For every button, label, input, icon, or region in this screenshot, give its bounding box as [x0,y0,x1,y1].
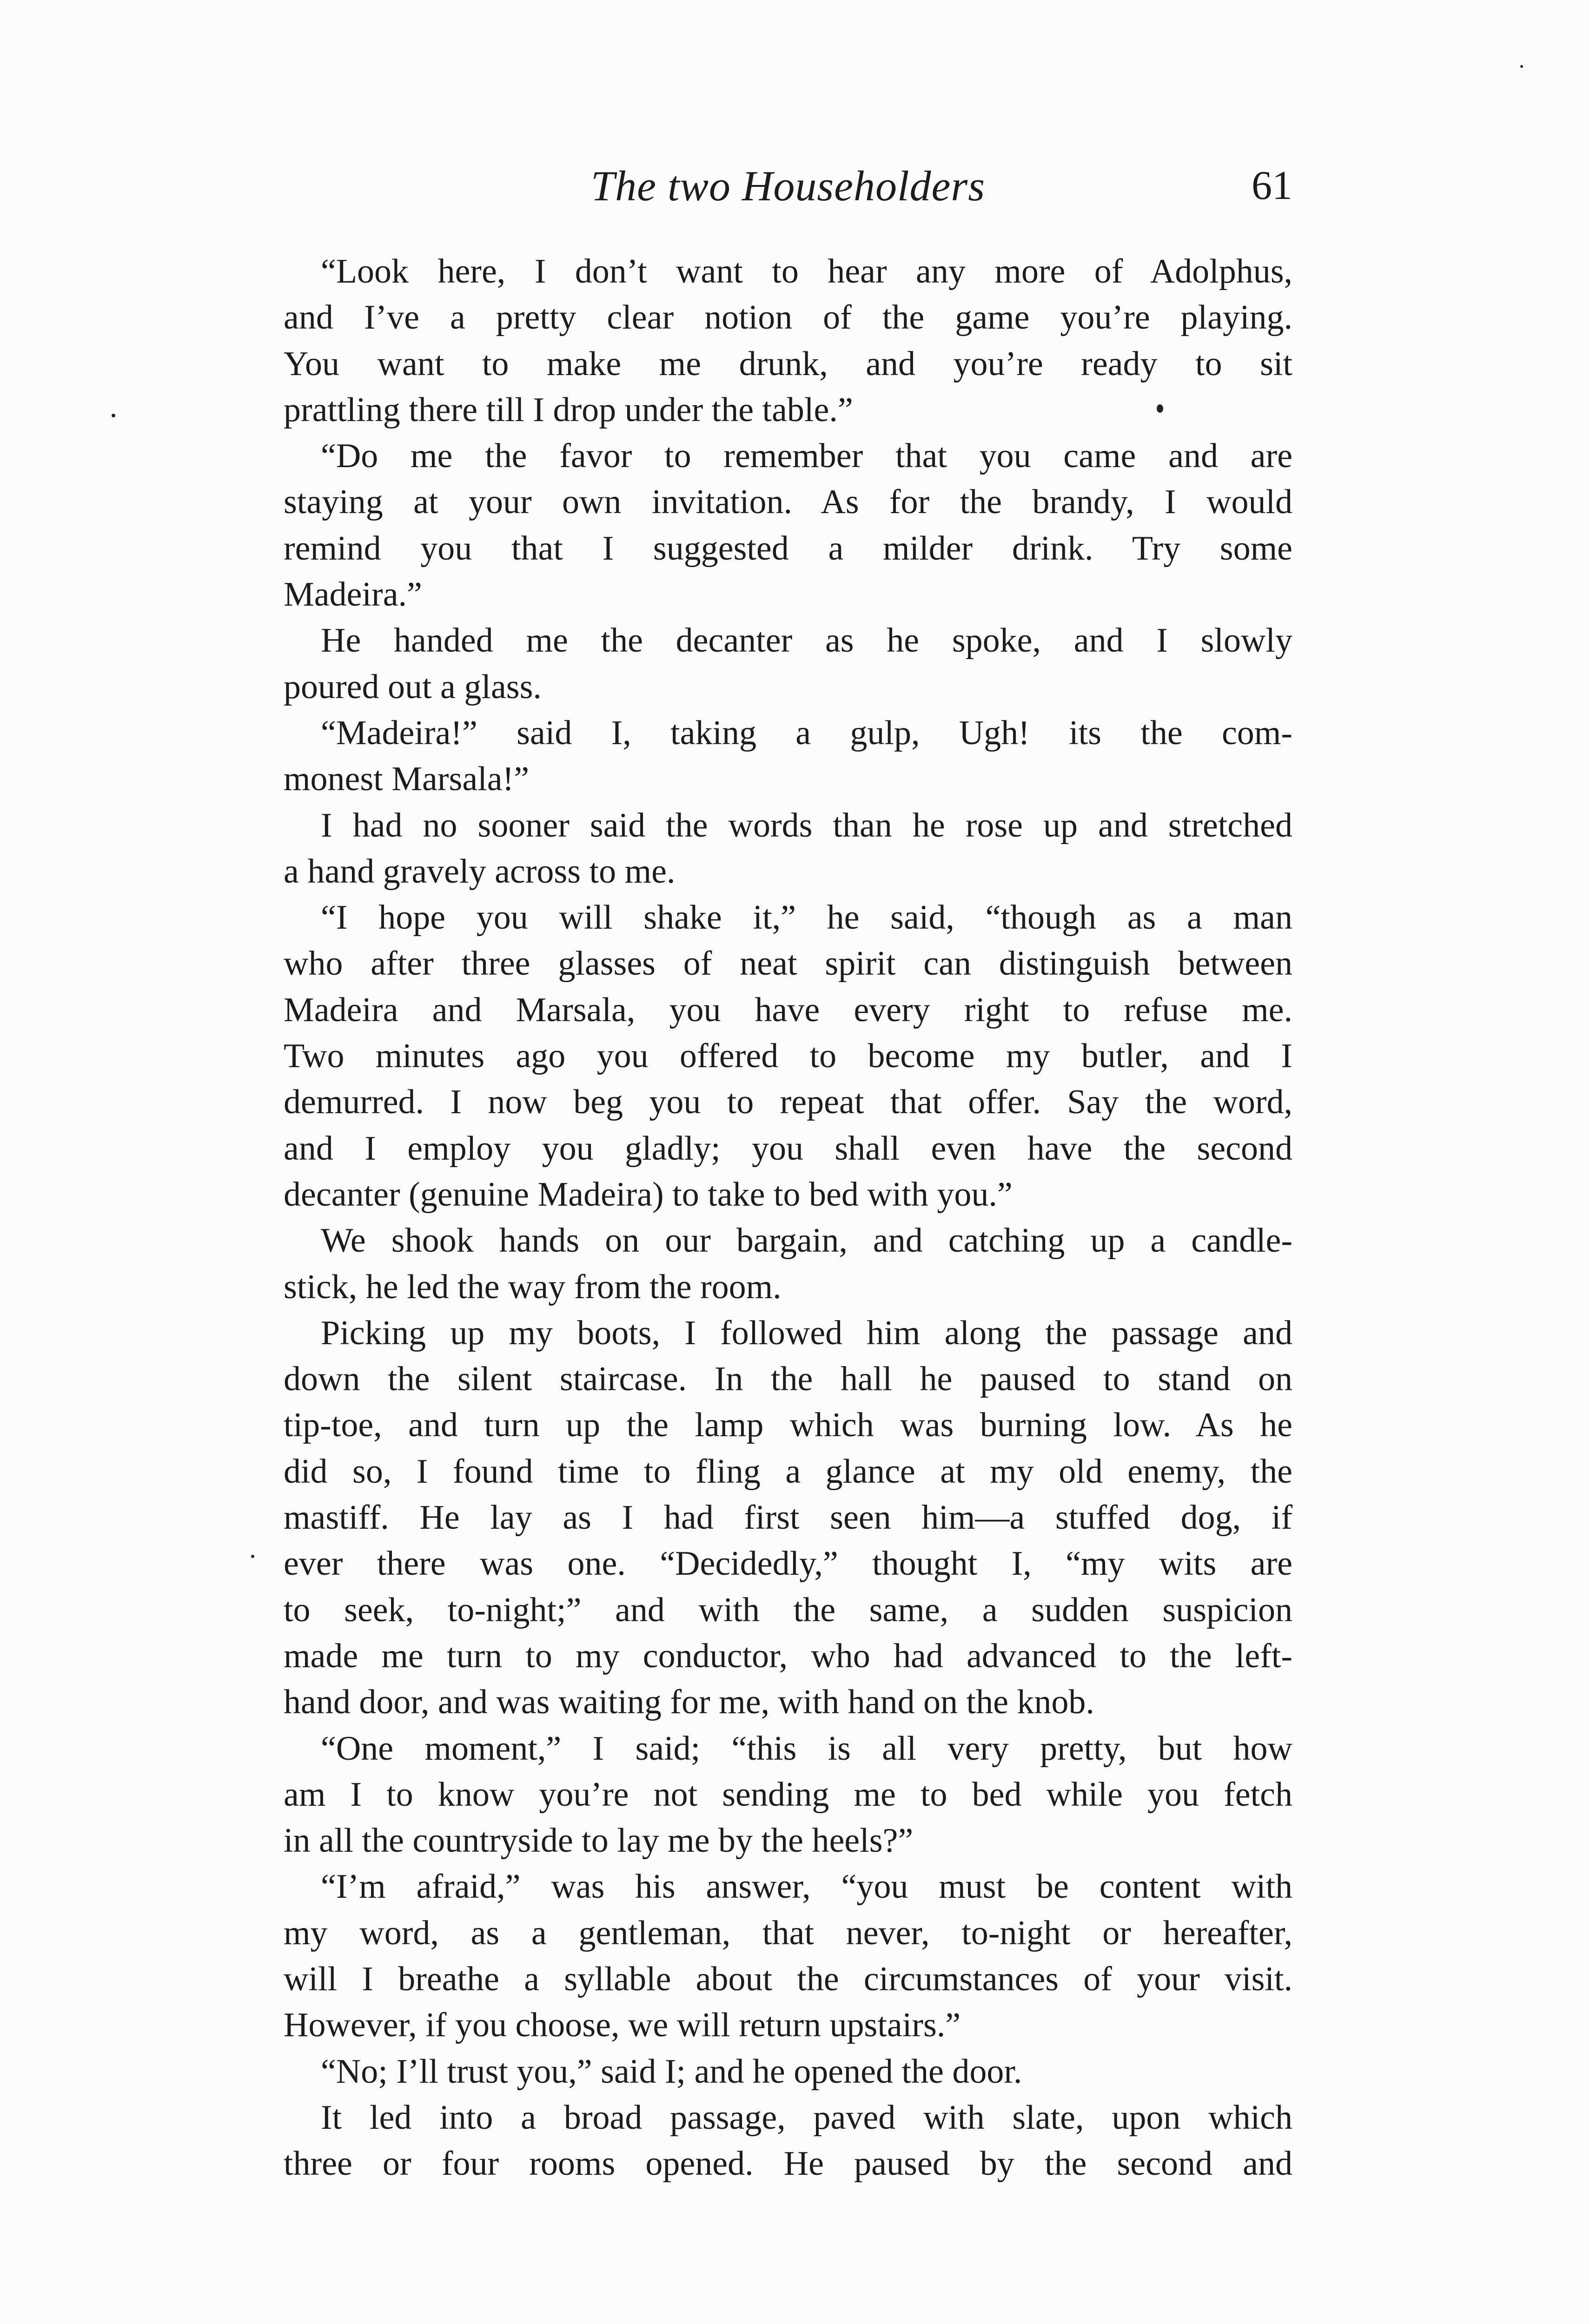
text-line: mastiff. He lay as I had first seen him—a stuffed dog, if [284,1499,1292,1537]
text-line: It led into a broad passage, paved with slate, upon which [321,2098,1292,2137]
body-text [284,249,1292,2187]
paragraph [284,2049,1292,2095]
paragraph [284,1726,1292,1864]
text-line: in all the countryside to lay me by the heels?” [284,1822,914,1860]
text-line: my word, as a gentleman, that never, to-night or hereafter, [284,1914,1292,1952]
text-line: a hand gravely across to me. [284,852,676,891]
running-head [284,153,1292,218]
text-line: three or four rooms opened. He paused by the second and [284,2145,1292,2183]
text-line: made me turn to my conductor, who had advanced to the left- [284,1637,1292,1675]
text-line: “I hope you will shake it,” he said, “though as a man [321,898,1292,937]
text-line: “Look here, I don’t want to hear any more of Adolphus, [321,252,1292,290]
text-line: You want to make me drunk, and you’re ready to sit [284,344,1292,383]
text-line: monest Marsala!” [284,760,530,799]
text-line: Madeira and Marsala, you have every right to refuse me. [284,990,1292,1029]
text-line: staying at your own invitation. As for the brandy, I would [284,483,1292,522]
text-line: decanter (genuine Madeira) to take to bed with you.” [284,1175,1013,1214]
text-line: and I’ve a pretty clear notion of the game you’re playing. [284,298,1292,337]
paragraph [284,618,1292,710]
text-line: I had no sooner said the words than he rose up and stretched [321,806,1292,845]
text-line: We shook hands on our bargain, and catching up a candle- [321,1221,1292,1260]
paragraph [284,2095,1292,2187]
text-line: He handed me the decanter as he spoke, and I slowly [321,621,1292,660]
text-line: However, if you choose, we will return upstairs.” [284,2006,961,2045]
text-line: am I to know you’re not sending me to bed while you fetch [284,1775,1292,1814]
text-line: poured out a glass. [284,667,542,706]
print-speck [1520,65,1523,68]
text-line: down the silent staircase. In the hall he paused to stand on [284,1360,1292,1399]
text-line: “I’m afraid,” was his answer, “you must be content with [321,1868,1292,1906]
paragraph [284,433,1292,618]
text-line: remind you that I suggested a milder drink. Try some [284,529,1292,568]
text-line: tip-toe, and turn up the lamp which was burning low. As he [284,1406,1292,1445]
text-line: demurred. I now beg you to repeat that offer. Say the word, [284,1083,1292,1122]
paragraph [284,710,1292,803]
print-speck [251,1555,254,1558]
text-line: and I employ you gladly; you shall even have the second [284,1129,1292,1168]
text-line: who after three glasses of neat spirit can distinguish between [284,944,1292,983]
text-line: did so, I found time to fling a glance at my old enemy, the [284,1452,1292,1491]
running-title: The two Householders [591,162,985,210]
print-speck [112,414,115,417]
paragraph [284,1310,1292,1726]
paragraph [284,895,1292,1218]
paragraph [284,249,1292,433]
print-speck [1157,404,1163,413]
page-number: 61 [1252,163,1292,208]
text-line: Picking up my boots, I followed him along the passage and [321,1314,1292,1352]
text-line: “No; I’ll trust you,” said I; and he opened the door. [321,2052,1022,2091]
text-line: will I breathe a syllable about the circumstances of your visit. [284,1960,1292,1998]
text-line: Two minutes ago you offered to become my butler, and I [284,1037,1292,1076]
text-line: ever there was one. “Decidedly,” thought I, “my wits are [284,1545,1292,1583]
paragraph [284,1864,1292,2048]
text-line: “Madeira!” said I, taking a gulp, Ugh! its the com- [321,713,1292,752]
text-line: to seek, to-night;” and with the same, a sudden suspicion [284,1591,1292,1629]
paragraph [284,1218,1292,1310]
paragraph [284,803,1292,895]
text-line: hand door, and was waiting for me, with hand on the knob. [284,1683,1094,1722]
text-line: “One moment,” I said; “this is all very pretty, but how [321,1729,1292,1768]
text-line: prattling there till I drop under the table.” [284,390,853,429]
text-line: stick, he led the way from the room. [284,1268,782,1306]
text-line: “Do me the favor to remember that you came and are [321,437,1292,475]
text-line: Madeira.” [284,575,422,614]
